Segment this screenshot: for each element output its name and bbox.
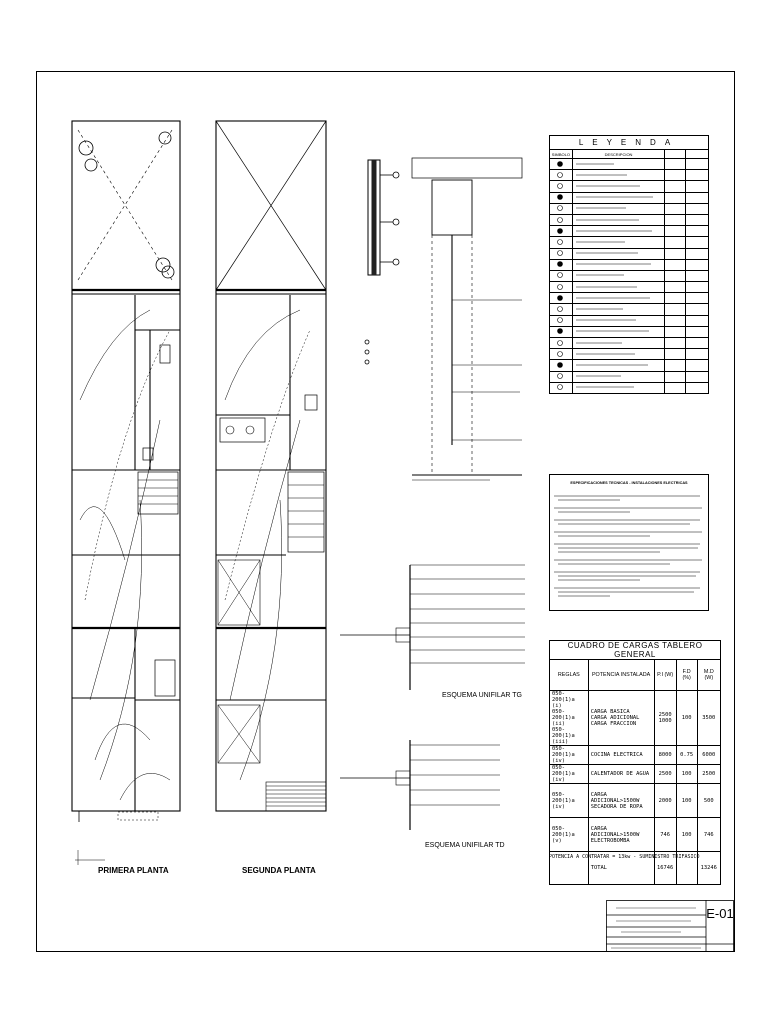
legend-cell [572,338,664,349]
legend-row [550,248,709,259]
legend-cell [686,326,709,337]
legend-cell [665,259,686,270]
legend-cell [572,203,664,214]
technical-specs-box [549,474,709,611]
legend-row [550,371,709,382]
specs-title: ESPECIFICACIONES TECNICAS - INSTALACIONES ELECTRICAS [570,481,688,485]
legend-row [550,159,709,170]
meter-detail [365,158,522,480]
legend-row [550,282,709,293]
legend-cell [572,259,664,270]
legend-cell [550,237,573,248]
legend-cell [550,371,573,382]
load-cell-potencia: COCINA ELECTRICA [588,746,654,765]
load-cell-regla: 050-200(1)a (v) [550,818,589,852]
legend-cell [665,270,686,281]
legend-cell [572,304,664,315]
legend-cell [572,326,664,337]
legend-cell [686,349,709,360]
second-floor-title: SEGUNDA PLANTA [242,866,316,875]
legend-cell [686,214,709,225]
load-cell-pi: 8000 [654,746,676,765]
legend-row [550,326,709,337]
legend-cell [572,315,664,326]
legend-row [550,293,709,304]
legend-cell [550,159,573,170]
legend-cell [665,248,686,259]
legend-cell [550,170,573,181]
legend-cell [686,248,709,259]
legend-cell [550,203,573,214]
first-floor-title: PRIMERA PLANTA [98,866,169,875]
legend-cell [686,304,709,315]
load-cell-md: 746 [697,818,720,852]
legend-cell [550,304,573,315]
load-table [549,640,721,885]
legend-cell [550,214,573,225]
legend-cell [550,192,573,203]
legend-row [550,382,709,393]
legend-cell [665,304,686,315]
legend-cell [550,226,573,237]
legend-cell [665,349,686,360]
legend-cell [665,170,686,181]
load-total-md: 13246 [697,852,720,885]
legend-cell [686,203,709,214]
legend-cell [665,226,686,237]
contract-power-note: POTENCIA A CONTRATAR = 13kw - SUMINISTRO TRIFASICO [549,854,700,860]
sheet-code: E-01 [706,906,734,921]
legend-row [550,360,709,371]
legend-cell [665,203,686,214]
legend-cell [665,237,686,248]
legend-cell [572,192,664,203]
legend-row [550,203,709,214]
legend-cell [572,282,664,293]
load-cell-regla: 050-200(1)a (iv) [550,746,589,765]
load-cell-md: 2500 [697,765,720,784]
load-cell-potencia: CARGA ADICIONAL>1500W ELECTROBOMBA [588,818,654,852]
legend-cell [572,170,664,181]
legend-cell [550,315,573,326]
load-cell-pi: 746 [654,818,676,852]
load-total-pi: 16746 [654,852,676,885]
legend-cell [665,360,686,371]
legend-cell [572,181,664,192]
load-cell-md: 3500 [697,691,720,746]
legend-cell [686,315,709,326]
load-cell-fd: 100 [676,691,697,746]
load-row [550,746,721,765]
legend-body [550,159,709,394]
second-floor-plan [216,121,326,811]
legend-row [550,270,709,281]
load-table-body [550,691,721,852]
legend-row [550,349,709,360]
load-header-md: M.D (W) [697,660,720,691]
legend-row [550,315,709,326]
load-cell-pi: 2000 [654,784,676,818]
load-header-power: POTENCIA INSTALADA [588,660,654,691]
load-cell-md: 500 [697,784,720,818]
legend-cell [572,159,664,170]
legend-cell [686,226,709,237]
legend-cell [686,371,709,382]
legend-cell [572,293,664,304]
legend-row [550,259,709,270]
legend-cell [550,382,573,393]
legend-cell [686,382,709,393]
load-cell-fd: 100 [676,765,697,784]
legend-cell [686,192,709,203]
legend-header-4 [686,150,709,159]
legend-row [550,192,709,203]
legend-row [550,214,709,225]
legend-cell [572,270,664,281]
legend-cell [550,270,573,281]
legend-cell [665,338,686,349]
legend-row [550,338,709,349]
legend-cell [665,214,686,225]
legend-cell [665,181,686,192]
legend-cell [665,382,686,393]
legend-cell [550,326,573,337]
legend-cell [572,371,664,382]
load-row [550,691,721,746]
first-floor-plan [72,121,180,865]
legend-row [550,226,709,237]
load-row [550,765,721,784]
title-block [606,900,734,952]
load-cell-fd: 100 [676,784,697,818]
legend-cell [686,338,709,349]
legend-cell [686,170,709,181]
specs-text-lines [550,490,710,610]
legend-cell [572,214,664,225]
load-cell-md: 6000 [697,746,720,765]
legend-cell [550,248,573,259]
legend-row [550,304,709,315]
legend-cell [686,293,709,304]
legend-cell [686,282,709,293]
legend-header-3 [665,150,686,159]
legend-row [550,181,709,192]
load-row [550,818,721,852]
legend-cell [665,326,686,337]
legend-header-description: DESCRIPCION [572,150,664,159]
load-cell-potencia: CARGA BASICA CARGA ADICIONAL CARGA FRACCION [588,691,654,746]
load-row [550,784,721,818]
legend-cell [665,371,686,382]
unifilar-tg-title: ESQUEMA UNIFILAR TG [442,692,522,699]
legend-row [550,170,709,181]
legend-cell [665,293,686,304]
legend-cell [665,282,686,293]
load-cell-pi: 2500 [654,765,676,784]
load-cell-regla: 050-200(1)a (i) 050-200(1)a (ii) 050-200(1)a (iii) [550,691,589,746]
legend-cell [550,282,573,293]
legend-cell [686,159,709,170]
legend-cell [665,159,686,170]
load-cell-pi: 2500 1000 [654,691,676,746]
legend-cell [572,382,664,393]
legend-cell [686,259,709,270]
load-cell-fd: 100 [676,818,697,852]
legend-cell [686,270,709,281]
legend-cell [686,237,709,248]
legend-cell [572,226,664,237]
legend-cell [550,360,573,371]
legend-cell [572,248,664,259]
legend-cell [550,349,573,360]
legend-cell [550,338,573,349]
legend-cell [550,259,573,270]
load-header-rules: REGLAS [550,660,589,691]
load-cell-regla: 050-200(1)a (iv) [550,765,589,784]
load-cell-fd: 0.75 [676,746,697,765]
load-cell-regla: 050-200(1)a (iv) [550,784,589,818]
load-cell-potencia: CARGA ADICIONAL>1500W SECADORA DE ROPA [588,784,654,818]
legend-cell [665,192,686,203]
legend-cell [572,237,664,248]
load-cell-potencia: CALENTADOR DE AGUA [588,765,654,784]
legend-cell [686,360,709,371]
load-table-title: CUADRO DE CARGAS TABLERO GENERAL [550,641,721,660]
legend-table [549,135,709,394]
legend-row [550,237,709,248]
legend-cell [572,360,664,371]
legend-title: LEYENDA [550,136,709,150]
load-header-pi: P.I (W) [654,660,676,691]
load-total-label: TOTAL [588,852,654,885]
legend-cell [665,315,686,326]
legend-cell [550,293,573,304]
legend-cell [686,181,709,192]
unifilar-td-title: ESQUEMA UNIFILAR TD [425,842,505,849]
legend-cell [572,349,664,360]
load-header-fd: F.D (%) [676,660,697,691]
legend-header-symbol: SIMBOLO [550,150,573,159]
legend-cell [550,181,573,192]
